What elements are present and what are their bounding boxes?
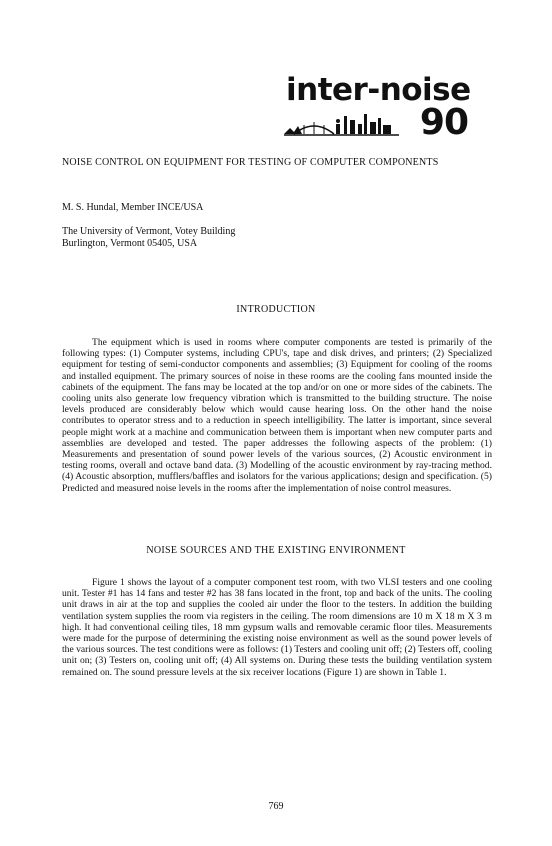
body-paragraph: The equipment which is used in rooms where computer components are tested is primarily of the following types: (1) Computer systems, including CPU's, tape and disk drives, and printers; (2) Specialized equipment for testing of semi-conductor components and assemblies; (3) Equipment for cooling of the rooms and installed equipment. The primary sources of noise in these rooms are the cooling fans mounted inside the cabinets of the equipment. The fans may be located at the top and/or on one or more sides of the cabinets. The cooling units also generate low frequency vibration which is transmitted to the building structure. The noise levels produced are considerably below which would cause hearing loss. On the other hand the noise contributes to operator stress and to a reduction in speech intelligibility. The latter is important, since several people might work at a machine and communication between them is important when new computer parts and assemblies are developed and tested. The paper addresses the following aspects of the problem: (1) Measurements and presentation of sound power levels of the various sources, (2) Acoustic environment in testing rooms, overall and octave band data. (3) Modelling of the acoustic environment by ray-tracing method. (4) Acoustic absorption, mufflers/baffles and isolators for the various applications; design and specification. (5) Predicted and measured noise levels in the rooms after the implementation of noise control measures.	[62, 337, 492, 494]
logo-name: inter-noise	[286, 72, 471, 108]
logo-year: 90	[419, 102, 468, 143]
section-heading: NOISE SOURCES AND THE EXISTING ENVIRONMENT	[146, 545, 406, 556]
body-paragraph: Figure 1 shows the layout of a computer component test room, with two VLSI testers and one cooling unit. Tester #1 has 14 fans and tester #2 has 38 fans located in the front, top and back of the units. The cooling unit draws in air at the top and supplies the cooled air under the floor to the testers. In addition the building ventilation system supplies the room via registers in the ceiling. The room dimensions are 10 m X 18 m X 3 m high. It had conventional ceiling tiles, 18 mm gypsum walls and removable ceramic floor tiles. Measurements were made for the purpose of determining the existing noise environment as well as the sound power levels of the various sources. The test conditions were as follows: (1) Testers and cooling unit off; (2) Testers off, cooling unit on; (3) Testers on, cooling unit off; (4) All systems on. During these tests the building ventilation system remained on. The sound pressure levels at the six receiver locations (Figure 1) are shown in Table 1.	[62, 577, 492, 678]
paper-title: NOISE CONTROL ON EQUIPMENT FOR TESTING OF COMPUTER COMPONENTS	[62, 157, 439, 168]
affiliation-line: The University of Vermont, Votey Building	[62, 226, 236, 237]
conference-logo	[282, 72, 471, 143]
page-number: 769	[268, 801, 284, 812]
affiliation-line: Burlington, Vermont 05405, USA	[62, 238, 198, 249]
author-line: M. S. Hundal, Member INCE/USA	[62, 202, 204, 213]
section-heading: INTRODUCTION	[236, 304, 316, 315]
city-skyline-icon	[284, 110, 404, 138]
